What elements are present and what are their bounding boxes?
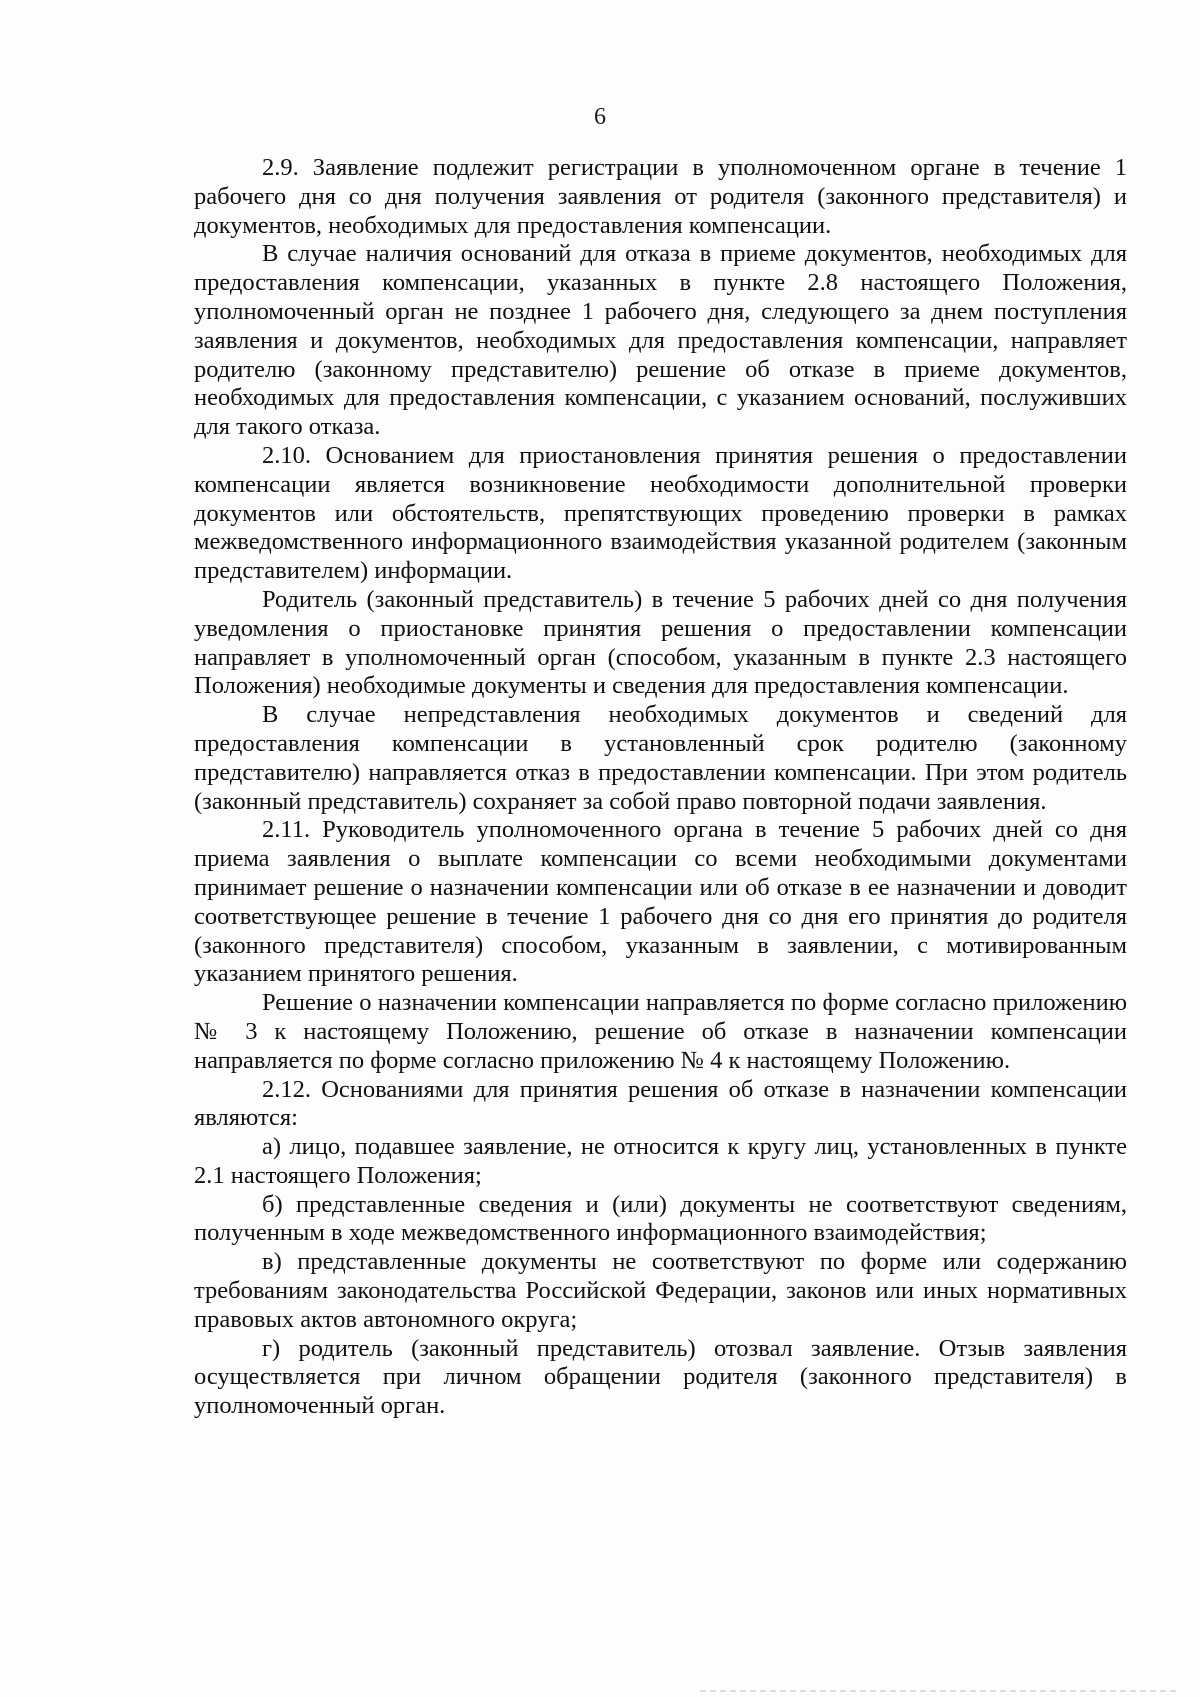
list-item-g: г) родитель (законный представитель) отозвал заявление. Отзыв заявления осуществляется при личном обращении родителя (законного представителя) в уполномоченный орган. (194, 1334, 1127, 1420)
paragraph-parent-documents: Родитель (законный представитель) в течение 5 рабочих дней со дня получения уведомления о приостановке принятия решения о предоставлении компенсации направляет в уполномоченный орган (способом, указанным в пункте 2.3 настоящего Положения) необходимые документы и сведения для предоставления компенсации. (194, 585, 1127, 700)
paragraph-2-10: 2.10. Основанием для приостановления принятия решения о предоставлении компенсации является возникновение необходимости дополнительной проверки документов или обстоятельств, препятствующих проведению проверки в рамках межведомственного информационного взаимодействия указанной родителем (законным представителем) информации. (194, 441, 1127, 585)
paragraph-decision-form: Решение о назначении компенсации направляется по форме согласно приложению № 3 к настоящему Положению, решение об отказе в назначении компенсации направляется по форме согласно приложению № 4 к настоящему Положению. (194, 989, 1127, 1074)
list-item-v: в) представленные документы не соответствуют по форме или содержанию требованиям законодательства Российской Федерации, законов или иных нормативных правовых актов автономного округа; (194, 1248, 1127, 1333)
list-item-a: а) лицо, подавшее заявление, не относится к кругу лиц, установленных в пункте 2.1 настоящего Положения; (194, 1133, 1127, 1189)
page-number: 6 (594, 104, 606, 130)
paragraph-2-12: 2.12. Основаниями для принятия решения об отказе в назначении компенсации являются: (194, 1075, 1127, 1132)
paragraph-2-11: 2.11. Руководитель уполномоченного органа в течение 5 рабочих дней со дня приема заявления о выплате компенсации со всеми необходимыми документами принимает решение о назначении компенсации или об отказе в ее назначении и доводит соответствующее решение в течение 1 рабочего дня со дня его принятия до родителя (законного представителя) способом, указанным в заявлении, с мотивированным указанием принятого решения. (194, 816, 1127, 988)
paragraph-refusal-acceptance: В случае наличия оснований для отказа в приеме документов, необходимых для предоставления компенсации, указанных в пункте 2.8 настоящего Положения, уполномоченный орган не позднее 1 рабочего дня, следующего за днем поступления заявления и документов, необходимых для предоставления компенсации, направляет родителю (законному представителю) решение об отказе в приеме документов, необходимых для предоставления компенсации, с указанием оснований, послуживших для такого отказа. (194, 240, 1127, 441)
document-body (194, 154, 1127, 1421)
list-item-b: б) представленные сведения и (или) документы не соответствуют сведениям, полученным в ходе межведомственного информационного взаимодействия; (194, 1190, 1127, 1247)
scan-artifact-divider (700, 1690, 1180, 1692)
paragraph-non-submission: В случае непредставления необходимых документов и сведений для предоставления компенсации в установленный срок родителю (законному представителю) направляется отказ в предоставлении компенсации. При этом родитель (законный представитель) сохраняет за собой право повторной подачи заявления. (194, 701, 1127, 815)
paragraph-2-9: 2.9. Заявление подлежит регистрации в уполномоченном органе в течение 1 рабочего дня со дня получения заявления от родителя (законного представителя) и документов, необходимых для предоставления компенсации. (194, 154, 1127, 239)
